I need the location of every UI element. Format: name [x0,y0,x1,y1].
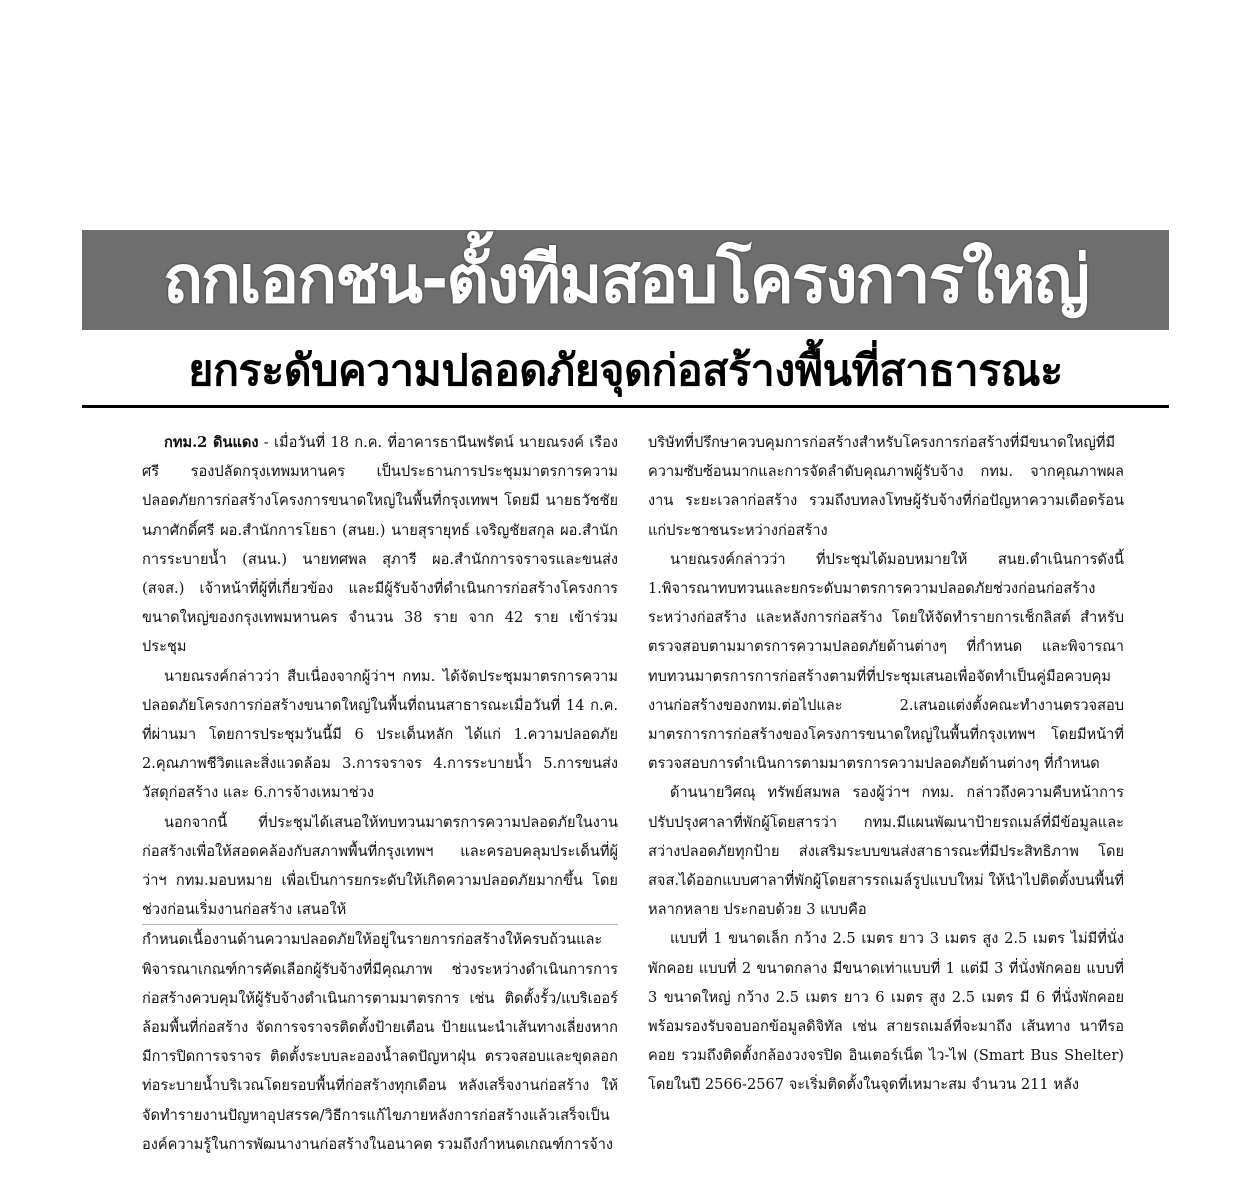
paragraph: กำหนดเนื้องานด้านความปลอดภัยให้อยู่ในรายการก่อสร้างให้ครบถ้วนและพิจารณาเกณฑ์การคัดเลือกผู้รับจ้างที่มีคุณภาพ ช่วงระหว่างดำเนินการการก่อสร้างควบคุมให้ผู้รับจ้างดำเนินการตามมาตรการ เช่น ติดตั้งรั้ว/แบริเออร์ล้อมพื้นที่ก่อสร้าง จัดการจราจรติดตั้งป้ายเตือน ป้ายแนะนำเส้นทางเลี่ยงหากมีการปิดการจราจร ติดตั้งระบบละอองน้ำลดปัญหาฝุ่น ตรวจสอบและขุดลอกท่อระบายน้ำบริเวณโดยรอบพื้นที่ก่อสร้างทุกเดือน หลังเสร็จงานก่อสร้าง ให้จัดทำรายงานปัญหาอุปสรรค/วิธีการแก้ไขภายหลังการก่อสร้างแล้วเสร็จเป็นองค์ความรู้ในการพัฒนางานก่อสร้างในอนาคต รวมถึงกำหนดเกณฑ์การจ้าง [142,931,618,1153]
subheadline-underline [82,405,1169,408]
paragraph: ด้านนายวิศณุ ทรัพย์สมพล รองผู้ว่าฯ กทม. กล่าวถึงความคืบหน้าการปรับปรุงศาลาที่พักผู้โดยสารว่า กทม.มีแผนพัฒนาป้ายรถเมล์ที่มีข้อมูลและสว่างปลอดภัยทุกป้าย ส่งเสริมระบบขนส่งสาธารณะที่มีประสิทธิภาพ โดยสจส.ได้ออกแบบศาลาที่พักผู้โดยสารรถเมล์รูปแบบใหม่ ให้นำไปติดตั้งบนพื้นที่หลากหลาย ประกอบด้วย 3 แบบคือ [648,784,1124,919]
headline-banner [82,230,1169,330]
paragraph: แบบที่ 1 ขนาดเล็ก กว้าง 2.5 เมตร ยาว 3 เมตร สูง 2.5 เมตร ไม่มีที่นั่งพักคอย แบบที่ 2 ขนาดกลาง มีขนาดเท่าแบบที่ 1 แต่มี 3 ที่นั่งพักคอย แบบที่ 3 ขนาดใหญ่ กว้าง 2.5 เมตร ยาว 6 เมตร สูง 2.5 เมตร มี 6 ที่นั่งพักคอย พร้อมรองรับจอบอกข้อมูลดิจิทัล เช่น สายรถเมล์ที่จะมาถึง เส้นทาง นาทีรอคอย รวมถึงติดตั้งกล้องวงจรปิด อินเตอร์เน็ต ไว-ไฟ (Smart Bus Shelter) โดยในปี 2566-2567 จะเริ่มติดตั้งในจุดที่เหมาะสม จำนวน 211 หลัง [648,930,1124,1094]
paragraph: นายณรงค์กล่าวว่า ที่ประชุมได้มอบหมายให้ สนย.ดำเนินการดังนี้ 1.พิจารณาทบทวนและยกระดับมาตรการความปลอดภัยช่วงก่อนก่อสร้าง ระหว่างก่อสร้าง และหลังการก่อสร้าง โดยให้จัดทำรายการเช็กลิสต์ สำหรับตรวจสอบตามมาตรการความปลอดภัยด้านต่างๆ ที่กำหนด และพิจารณาทบทวนมาตรการการก่อสร้างตามที่ที่ประชุมเสนอเพื่อจัดทำเป็นคู่มือควบคุมงานก่อสร้างของกทม.ต่อไปและ 2.เสนอแต่งตั้งคณะทำงานตรวจสอบมาตรการการก่อสร้างของโครงการขนาดใหญ่ในพื้นที่กรุงเทพฯ โดยมีหน้าที่ตรวจสอบการดำเนินการตามมาตรการความปลอดภัยด้านต่างๆ ที่กำหนด [648,550,1124,773]
article-column-right [648,428,1124,1100]
paragraph: นายณรงค์กล่าวว่า สืบเนื่องจากผู้ว่าฯ กทม. ได้จัดประชุมมาตรการความปลอดภัยโครงการก่อสร้างขนาดใหญ่ในพื้นที่ถนนสาธารณะเมื่อวันที่ 14 ก.ค. ที่ผ่านมา โดยการประชุมวันนี้มี 6 ประเด็นหลัก ได้แก่ 1.ความปลอดภัย 2.คุณภาพชีวิตและสิ่งแวดล้อม 3.การจราจร 4.การระบายน้ำ 5.การขนส่งวัสดุก่อสร้าง และ 6.การจ้างเหมาช่วง [142,667,618,802]
paragraph-text: - เมื่อวันที่ 18 ก.ค. ที่อาคารธานีนพรัตน์ นายณรงค์ เรืองศรี รองปลัดกรุงเทพมหานคร เป็นประธานการประชุมมาตรการความปลอดภัยการก่อสร้างโครงการขนาดใหญ่ในพื้นที่กรุงเทพฯ โดยมี นายธวัชชัย นภาศักดิ์ศรี ผอ.สำนักการโยธา (สนย.) นายสุรายุทธ์ เจริญชัยสกุล ผอ.สำนักการระบายน้ำ (สนน.) นายทศพล สุภารี ผอ.สำนักการจราจรและขนส่ง (สจส.) เจ้าหน้าที่ผู้ที่เกี่ยวข้อง และมีผู้รับจ้างที่ดำเนินการก่อสร้างโครงการขนาดใหญ่ของกรุงเทพมหานคร จำนวน 38 ราย จาก 42 ราย เข้าร่วมประชุม [142,434,619,656]
headline: ถกเอกชน-ตั้งทีมสอบโครงการใหญ่ [162,241,1088,318]
subheadline: ยกระดับความปลอดภัยจุดก่อสร้างพื้นที่สาธารณะ [188,346,1063,396]
paragraph: นอกจากนี้ ที่ประชุมได้เสนอให้ทบทวนมาตรการความปลอดภัยในงานก่อสร้างเพื่อให้สอดคล้องกับสภาพพื้นที่กรุงเทพฯ และครอบคลุมประเด็นที่ผู้ว่าฯ กทม.มอบหมาย เพื่อเป็นการยกระดับให้เกิดความปลอดภัยมากขึ้น โดยช่วงก่อนเริ่มงานก่อสร้าง เสนอให้ [142,813,618,919]
article-column-left [142,428,618,1159]
paragraph: บริษัทที่ปรึกษาควบคุมการก่อสร้างสำหรับโครงการก่อสร้างที่มีขนาดใหญ่ที่มีความซับซ้อนมากและการจัดลำดับคุณภาพผู้รับจ้าง กทม. จากคุณภาพผลงาน ระยะเวลาก่อสร้าง รวมถึงบทลงโทษผู้รับจ้างที่ก่อปัญหาความเดือดร้อนแก่ประชาชนระหว่างก่อสร้าง [648,434,1124,539]
dateline: กทม.2 ดินแดง [164,434,259,451]
paragraph [142,428,618,662]
